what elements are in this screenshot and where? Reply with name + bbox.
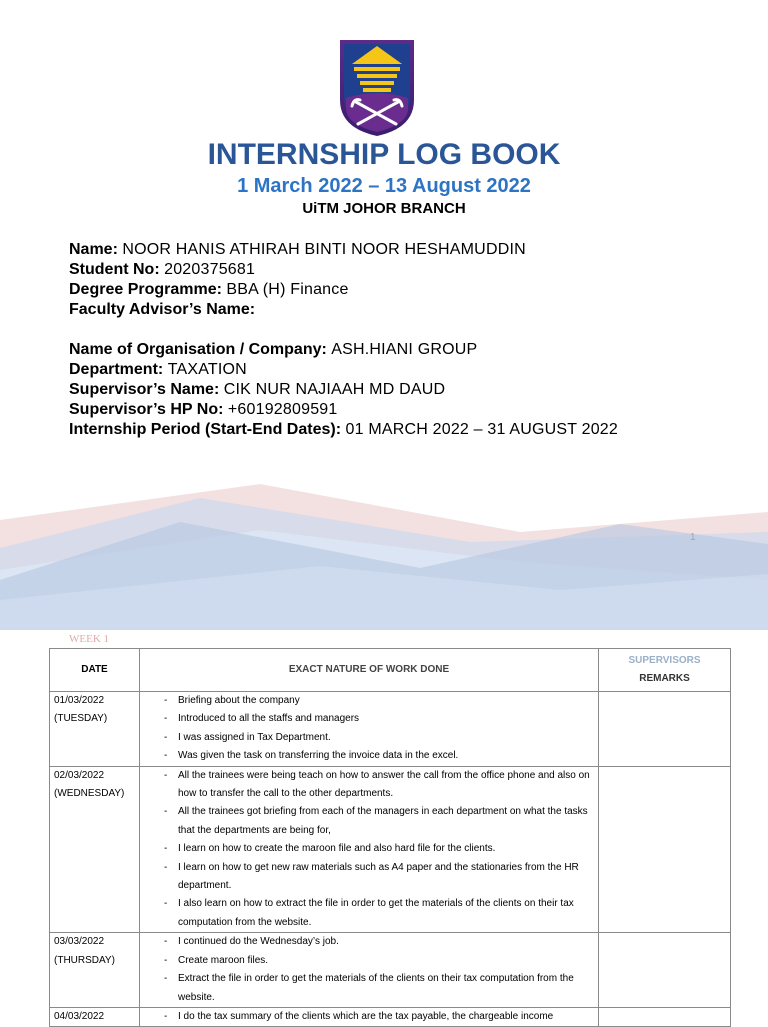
supervisor-hp-line <box>69 400 338 420</box>
task-item: - All the trainees got briefing from each of the managers in each department on what the tasks that the departments are being for, <box>160 803 594 840</box>
task-item: - I learn on how to create the maroon file and also hard file for the clients. <box>160 840 594 858</box>
field-label: Name: <box>69 241 118 258</box>
entry-date: 01/03/2022 <box>54 695 105 706</box>
date-cell <box>50 692 140 767</box>
task-item: - I learn on how to get new raw materials such as A4 paper and the stationaries from the HR department. <box>160 859 594 896</box>
week-label: WEEK 1 <box>69 633 110 645</box>
entry-date: 02/03/2022 <box>54 769 105 781</box>
internship-period-line <box>69 420 618 440</box>
entry-date: 04/03/2022 <box>54 1010 105 1022</box>
branch-heading: UiTM JOHOR BRANCH <box>302 200 466 217</box>
task-item: - Extract the file in order to get the materials of the clients on their tax computation from the website. <box>160 970 594 1007</box>
organisation-value: ASH.HIANI GROUP <box>331 341 478 358</box>
supervisor-name-line <box>69 380 445 400</box>
decorative-wave-background <box>0 470 768 630</box>
supervisor-hp-value: +60192809591 <box>227 401 338 418</box>
entry-day: (WEDNESDAY) <box>54 788 125 800</box>
student-name-line <box>69 240 526 260</box>
task-item: - Create maroon files. <box>160 952 594 970</box>
table-header-row <box>50 649 731 692</box>
task-item: - I continued do the Wednesday’s job. <box>160 933 594 951</box>
task-item: - Was given the task on transferring the invoice data in the excel. <box>160 747 594 765</box>
remarks-header-line2: REMARKS <box>639 673 690 684</box>
field-label: Supervisor’s HP No: <box>69 401 224 418</box>
field-label: Supervisor’s Name: <box>69 381 220 398</box>
task-item: - Briefing about the company <box>160 692 594 710</box>
degree-programme-line <box>69 280 349 300</box>
supervisor-name-value: CIK NUR NAJIAAH MD DAUD <box>223 381 446 398</box>
table-row <box>50 766 731 933</box>
task-item: - I also learn on how to extract the file in order to get the materials of the clients on their tax computation from the website. <box>160 895 594 932</box>
table-row <box>50 692 731 767</box>
entry-day: (THURSDAY) <box>54 954 115 966</box>
faculty-advisor-line <box>69 300 255 320</box>
remarks-cell <box>599 766 731 933</box>
internship-period-value: 01 MARCH 2022 – 31 AUGUST 2022 <box>345 421 618 438</box>
document-title: INTERNSHIP LOG BOOK <box>207 138 561 171</box>
field-label: Faculty Advisor’s Name: <box>69 301 256 318</box>
organisation-line <box>69 340 477 360</box>
remarks-cell <box>599 933 731 1008</box>
internship-period-heading: 1 March 2022 – 13 August 2022 <box>237 175 531 197</box>
student-name-value: NOOR HANIS ATHIRAH BINTI NOOR HESHAMUDDIN <box>122 241 526 258</box>
entry-day: (TUESDAY) <box>54 713 108 725</box>
degree-programme-value: BBA (H) Finance <box>226 281 349 298</box>
task-item: - I was assigned in Tax Department. <box>160 729 594 747</box>
work-cell <box>140 766 599 933</box>
remarks-column-header <box>599 649 731 692</box>
table-row <box>50 933 731 1008</box>
task-item: - Introduced to all the staffs and managers <box>160 710 594 728</box>
work-cell <box>140 692 599 767</box>
remarks-cell <box>599 692 731 767</box>
date-cell <box>50 766 140 933</box>
page-number: 1 <box>690 532 696 543</box>
remarks-header-line1: SUPERVISORS <box>628 655 701 666</box>
department-value: TAXATION <box>167 361 247 378</box>
work-cell <box>140 933 599 1008</box>
department-line <box>69 360 247 380</box>
student-no-line <box>69 260 255 280</box>
date-column-header: DATE <box>50 649 140 692</box>
log-table <box>49 648 731 1027</box>
student-no-value: 2020375681 <box>164 261 256 278</box>
entry-date: 03/03/2022 <box>54 936 105 948</box>
date-cell <box>50 933 140 1008</box>
field-label: Name of Organisation / Company: <box>69 341 327 358</box>
task-item: - All the trainees were being teach on how to answer the call from the office phone and also on how to transfer the call to the other departments. <box>160 767 594 804</box>
field-label: Internship Period (Start-End Dates): <box>69 421 342 438</box>
work-column-header: EXACT NATURE OF WORK DONE <box>140 649 599 692</box>
university-logo <box>340 40 414 136</box>
field-label: Student No: <box>69 261 160 278</box>
field-label: Department: <box>69 361 164 378</box>
task-item: - I do the tax summary of the clients which are the tax payable, the chargeable income <box>160 1008 594 1026</box>
field-label: Degree Programme: <box>69 281 222 298</box>
